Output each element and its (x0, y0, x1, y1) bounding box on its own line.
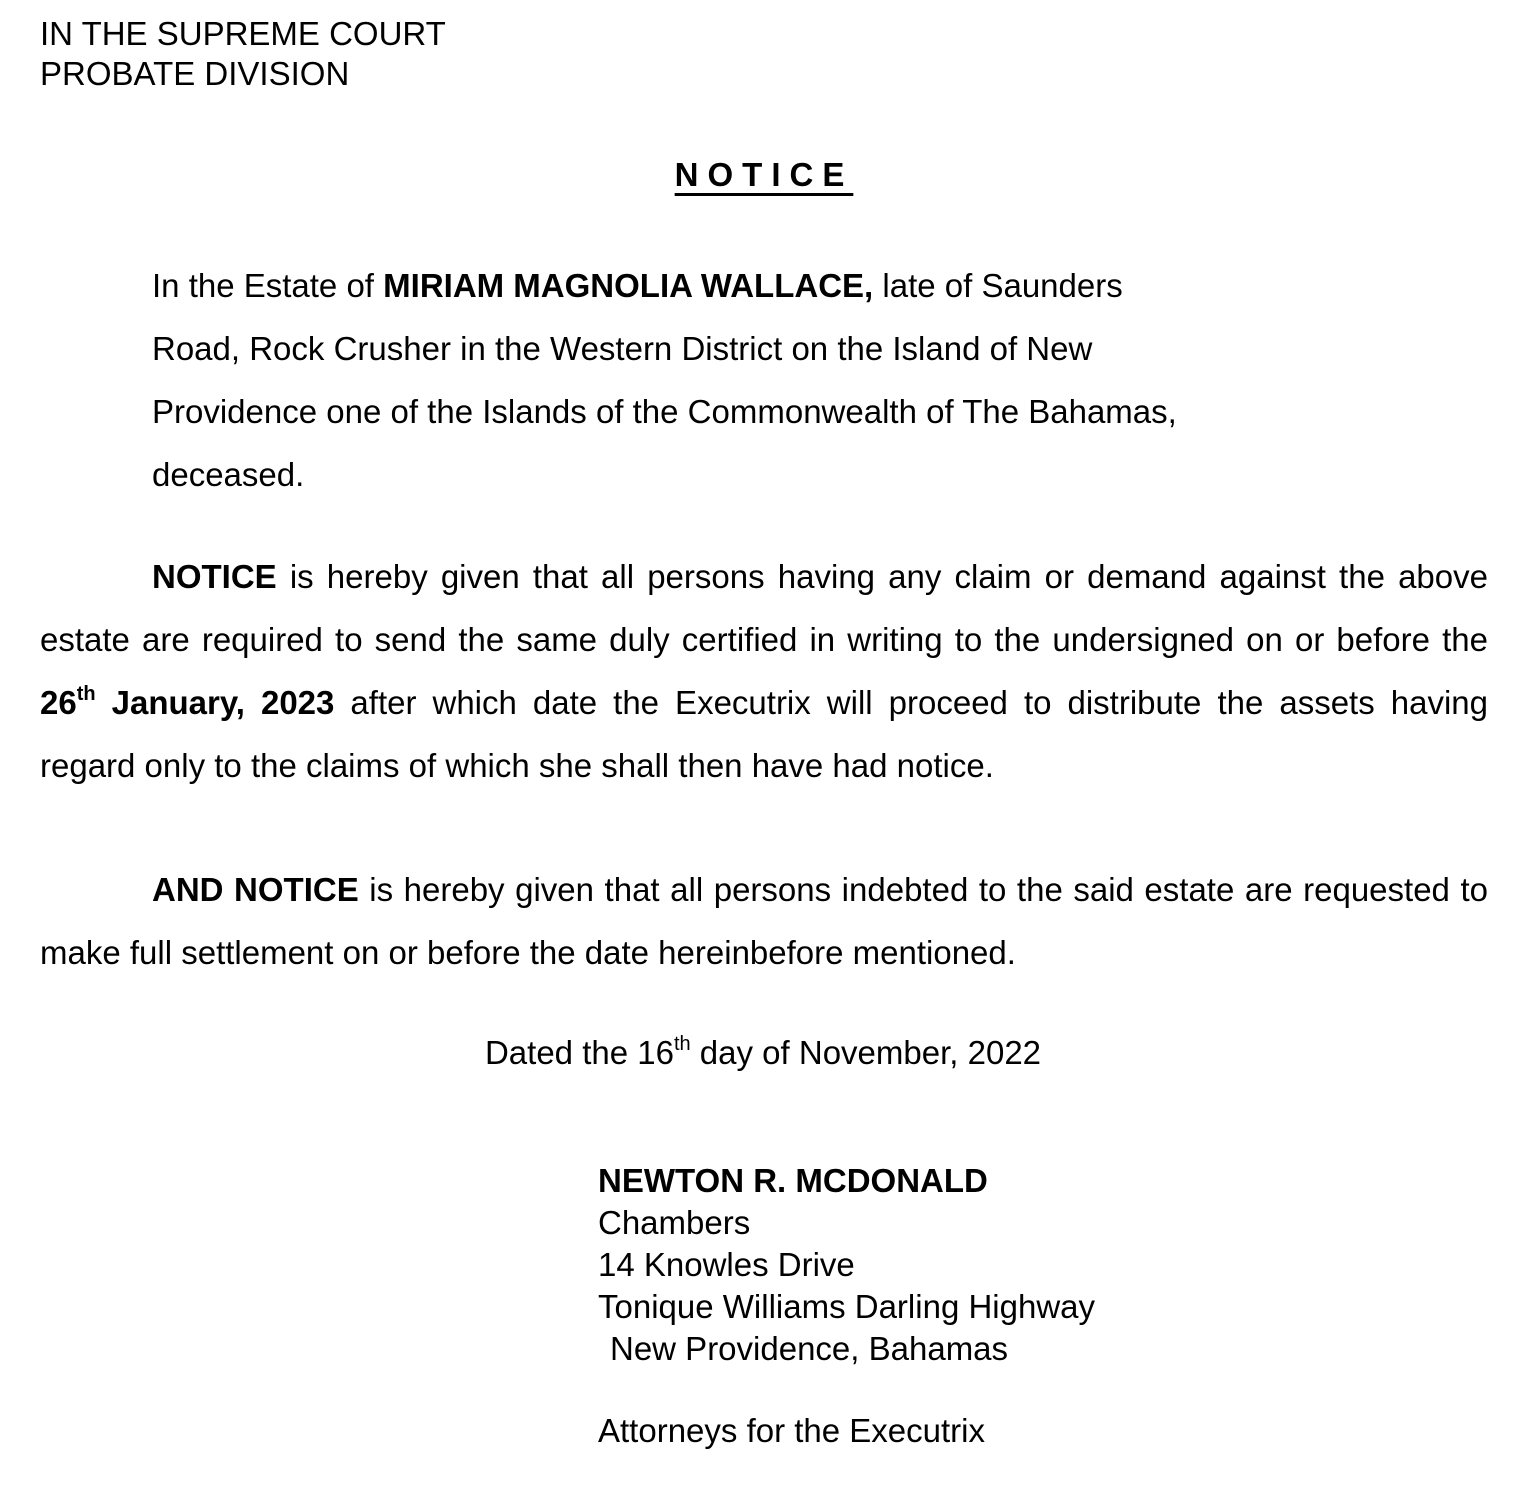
address-line-4: New Providence, Bahamas (610, 1330, 1009, 1367)
estate-line-2: Road, Rock Crusher in the Western District on the Island of New (152, 330, 1093, 367)
attorney-role: Attorneys for the Executrix (598, 1412, 985, 1449)
debts-text: is hereby given that all persons indebted to the said estate are requested to make full settlement on or before the date hereinbefore mentioned. (40, 871, 1488, 971)
claims-text-1: is hereby given that all persons having any claim or demand against the above estate are required to send the same duly certified in writing to the undersigned on or before the (40, 558, 1488, 658)
estate-paragraph (152, 254, 1342, 506)
estate-prefix: In the Estate of (152, 267, 384, 304)
debts-paragraph (40, 858, 1488, 984)
deadline-day: 26 (40, 684, 77, 721)
deadline-rest: January, 2023 (95, 684, 335, 721)
address-line-1: Chambers (598, 1204, 751, 1241)
dated-suffix: th (673, 1033, 691, 1055)
dated-rest: day of November, 2022 (690, 1034, 1042, 1071)
address-line-2: 14 Knowles Drive (598, 1246, 855, 1283)
attorney-name: NEWTON R. MCDONALD (598, 1162, 988, 1199)
estate-line-4: deceased. (152, 456, 305, 493)
court-name: IN THE SUPREME COURT (40, 15, 446, 52)
dated-prefix: Dated the 16 (484, 1034, 674, 1071)
claims-lead: NOTICE (152, 558, 277, 595)
estate-line-1 (152, 254, 1342, 317)
signature-block (598, 1160, 1095, 1452)
dated-line (0, 1034, 1526, 1072)
notice-title: NOTICE (674, 156, 854, 193)
estate-line-3: Providence one of the Islands of the Commonwealth of The Bahamas, (152, 393, 1177, 430)
deadline-suffix: th (76, 683, 96, 705)
division-name: PROBATE DIVISION (40, 55, 350, 92)
deceased-name: MIRIAM MAGNOLIA WALLACE, (383, 267, 874, 304)
estate-line-1-rest: late of Saunders (873, 267, 1123, 304)
claims-text-2: after which date the Executrix will proceed to distribute the assets having regard only to the claims of which she shall then have had notice. (40, 684, 1488, 784)
court-header (40, 14, 446, 94)
address-line-3: Tonique Williams Darling Highway (598, 1288, 1096, 1325)
deadline-date (40, 684, 334, 721)
debts-lead: AND NOTICE (152, 871, 359, 908)
claims-paragraph (40, 545, 1488, 797)
